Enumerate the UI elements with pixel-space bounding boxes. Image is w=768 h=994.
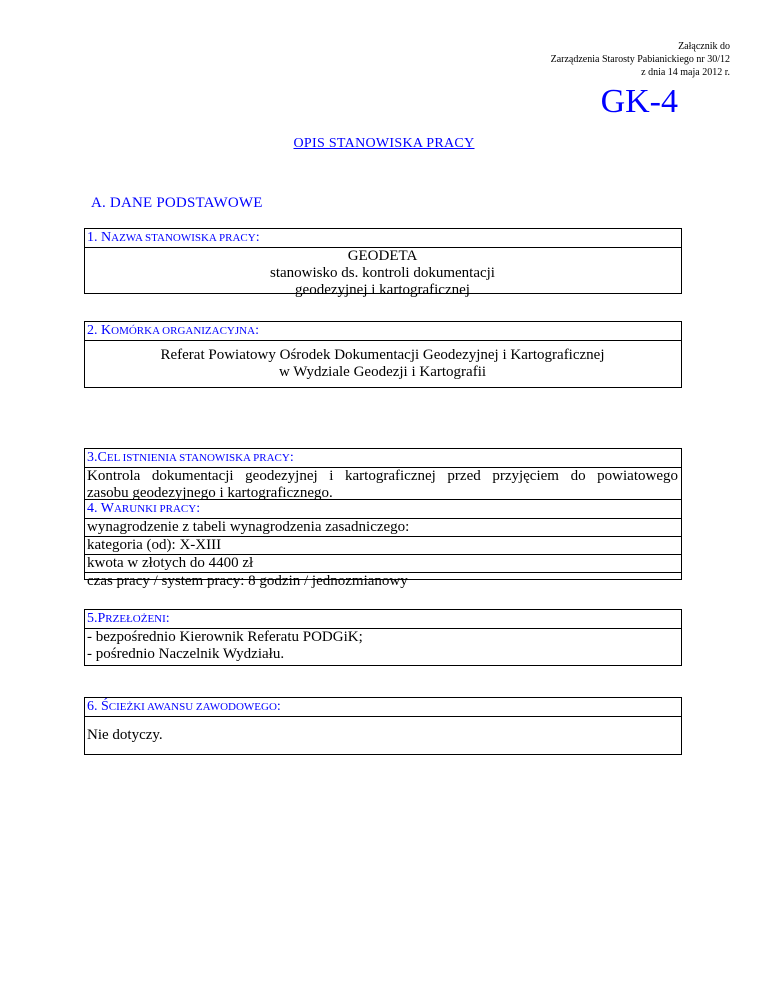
section-1-label (85, 229, 681, 248)
section-3-label (85, 449, 681, 468)
section-2-label-colon: : (255, 323, 259, 338)
section-1-label-text: AZWA STANOWISKA PRACY (111, 232, 256, 244)
section-6-label-num: 6. Ś (87, 699, 109, 714)
section-5-label (85, 610, 681, 629)
document-code: GK-4 (600, 83, 678, 120)
section-4-conditions (84, 499, 682, 589)
attachment-note-line-3: z dnia 14 maja 2012 r. (641, 67, 730, 78)
section-2-label-num: 2. K (87, 323, 112, 338)
section-2-line-1: Referat Powiatowy Ośrodek Dokumentacji Geodezyjnej i Kartograficznej (160, 347, 605, 363)
attachment-note-line-2: Zarządzenia Starosty Pabianickiego nr 30/12 (550, 54, 730, 65)
section-5-supervisors (84, 609, 682, 666)
section-1-line-3: geodezyjnej i kartograficznej (295, 282, 470, 298)
attachment-note (551, 40, 730, 79)
section-2-org-unit (84, 321, 682, 388)
section-1-line-2: stanowisko ds. kontroli dokumentacji (270, 265, 495, 281)
document-title-text: OPIS STANOWISKA PRACY (293, 136, 475, 151)
section-4-label-num: 4. W (87, 501, 114, 516)
section-1-label-colon: : (255, 230, 260, 245)
section-6-label-colon: : (276, 699, 281, 714)
section-4-label-colon: : (196, 501, 201, 516)
section-3-line-1: Kontrola dokumentacji geodezyjnej i kartograficznej przed przyjęciem do powiatowego (87, 468, 678, 484)
section-3-purpose (84, 448, 682, 500)
section-3-line-2: zasobu geodezyjnego i kartograficznego. (87, 485, 333, 501)
section-2-label (85, 322, 681, 341)
section-4-line-3: kwota w złotych do 4400 zł (85, 555, 681, 573)
section-4-line-2: kategoria (od): X-XIII (85, 537, 681, 555)
section-5-line-1: - bezpośrednio Kierownik Referatu PODGiK; (87, 629, 363, 645)
section-5-label-num: 5.P (87, 611, 106, 626)
section-5-label-colon: : (165, 611, 170, 626)
section-5-line-2: - pośrednio Naczelnik Wydziału. (87, 646, 285, 662)
section-6-career-path (84, 697, 682, 755)
section-1-line-1: GEODETA (347, 248, 418, 264)
section-3-label-text: EL ISTNIENIA STANOWISKA PRACY (106, 452, 290, 464)
section-4-line-1: wynagrodzenie z tabeli wynagrodzenia zasadniczego: (85, 519, 681, 537)
section-1-job-title (84, 228, 682, 298)
section-3-label-num: 3.C (87, 450, 107, 465)
section-4-label (85, 500, 681, 519)
section-4-label-text: ARUNKI PRACY (113, 503, 197, 515)
section-5-label-text: RZEŁOŻENI (105, 613, 166, 625)
document-title (0, 136, 768, 152)
section-1-label-num: 1. N (87, 230, 112, 245)
section-2-label-text: OMÓRKA ORGANIZACYJNA (111, 325, 256, 337)
section-a-heading: A. DANE PODSTAWOWE (91, 195, 263, 211)
section-3-label-colon: : (289, 450, 294, 465)
section-2-line-2: w Wydziale Geodezji i Kartografii (278, 364, 487, 380)
section-4-line-4: czas pracy / system pracy: 8 godzin / jednozmianowy (87, 573, 408, 589)
section-6-label (85, 698, 681, 717)
section-6-line-1: Nie dotyczy. (87, 727, 163, 743)
section-6-label-text: CIEŻKI AWANSU ZAWODOWEGO (108, 701, 277, 713)
attachment-note-line-1: Załącznik do (678, 41, 730, 52)
